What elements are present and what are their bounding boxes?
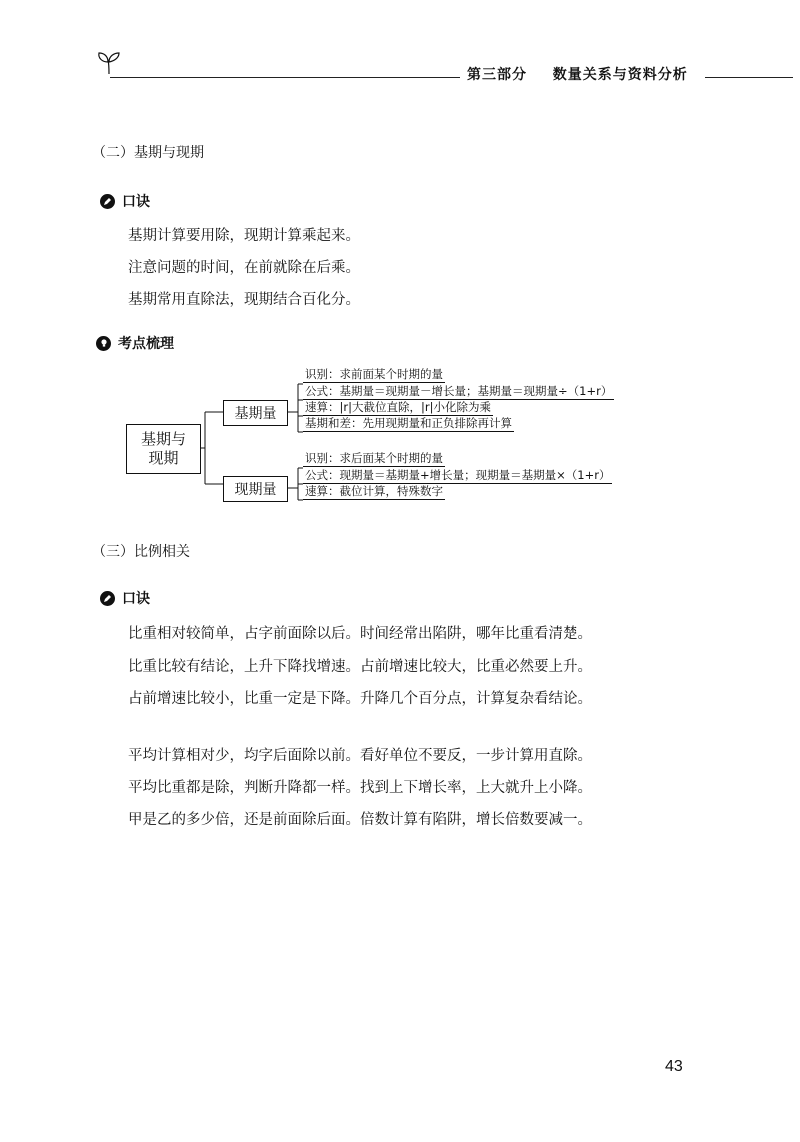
mnemonic-line: 甲是乙的多少倍，还是前面除后面。倍数计算有陷阱，增长倍数要减一。 — [128, 812, 592, 828]
mnemonic-line: 平均比重都是除，判断升降都一样。找到上下增长率，上大就升上小降。 — [128, 780, 592, 796]
mnemonic-label: 口诀 — [122, 591, 150, 607]
mnemonic-line: 比重相对较简单，占字前面除以后。时间经常出陷阱，哪年比重看清楚。 — [128, 626, 592, 642]
pen-icon — [100, 591, 115, 606]
mindmap-leaf: 速算：|r|大截位直除，|r|小化除为乘 — [305, 400, 491, 414]
mindmap-root: 基期与 现期 — [126, 424, 201, 474]
section-heading-base-current: （二）基期与现期 — [92, 145, 204, 161]
mnemonic-line: 基期常用直除法，现期结合百化分。 — [128, 292, 360, 308]
mindmap-node-base: 基期量 — [223, 400, 288, 426]
mnemonic-heading — [100, 588, 150, 608]
mnemonic-line: 注意问题的时间，在前就除在后乘。 — [128, 260, 360, 276]
mnemonic-label: 口诀 — [122, 194, 150, 210]
page-number: 43 — [665, 1058, 683, 1075]
header-title: 数量关系与资料分析 — [552, 67, 688, 83]
mnemonic-line: 平均计算相对少，均字后面除以前。看好单位不要反，一步计算用直除。 — [128, 748, 592, 764]
mindmap-leaf: 公式：基期量＝现期量－增长量；基期量＝现期量÷（1+r） — [305, 384, 613, 398]
header-part: 第三部分 — [467, 67, 527, 83]
mindmap-node-current: 现期量 — [223, 476, 288, 502]
mnemonic-line: 比重比较有结论，上升下降找增速。占前增速比较大，比重必然要上升。 — [128, 659, 592, 675]
mindmap-leaf: 识别：求后面某个时期的量 — [305, 451, 443, 465]
mnemonic-line: 基期计算要用除，现期计算乘起来。 — [128, 228, 360, 244]
mindmap-leaf: 公式：现期量＝基期量+增长量；现期量＝基期量×（1+r） — [305, 468, 611, 482]
mnemonic-line: 占前增速比较小，比重一定是下降。升降几个百分点，计算复杂看结论。 — [128, 691, 592, 707]
mindmap-leaf: 速算：截位计算，特殊数字 — [305, 484, 443, 498]
section-heading-proportion: （三）比例相关 — [92, 544, 190, 560]
mindmap-leaf: 识别：求前面某个时期的量 — [305, 367, 443, 381]
review-label: 考点梳理 — [118, 336, 174, 352]
mindmap-leaf: 基期和差：先用现期量和正负排除再计算 — [305, 416, 512, 430]
